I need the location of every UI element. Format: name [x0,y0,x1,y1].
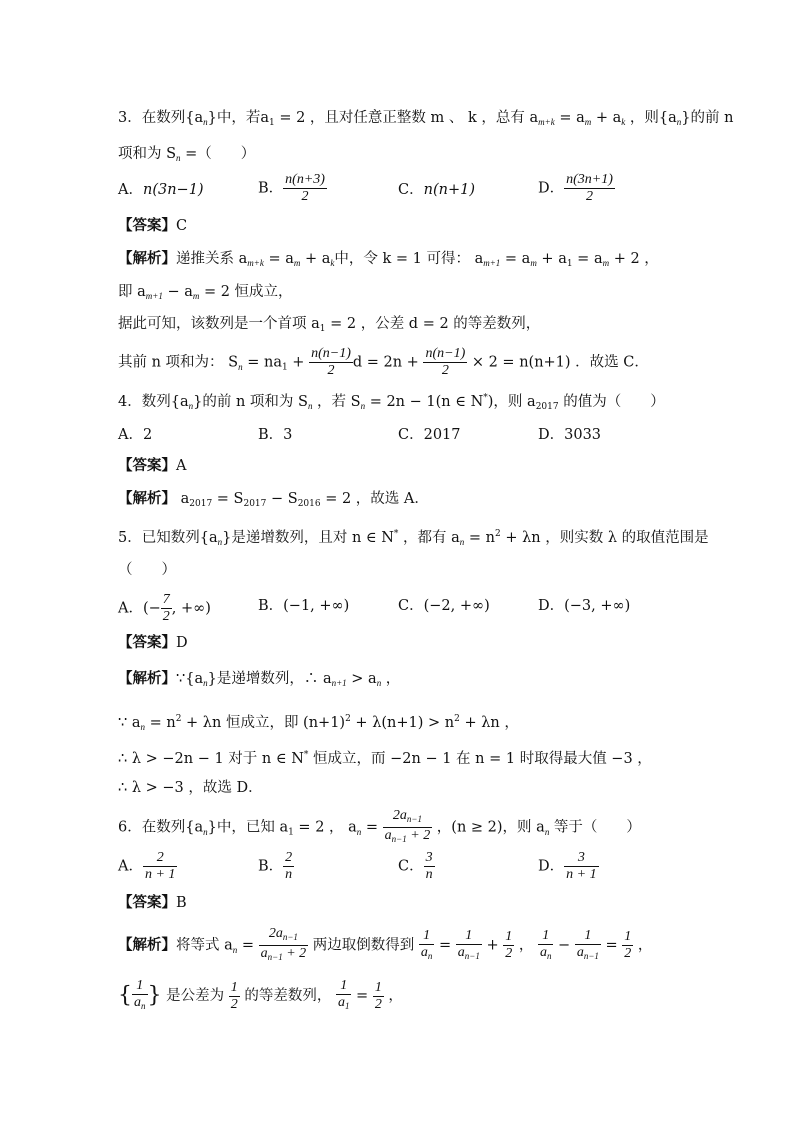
text: ， [633,937,653,954]
text: 是公差为 [161,988,229,1004]
denominator: n + 1 [144,867,176,882]
text: = na [242,354,282,371]
value: n(3n−1) [142,182,204,198]
q3-option-d [538,172,615,205]
sub: n−1 [406,814,422,824]
numerator: 3 [564,850,598,867]
numerator: 7 [162,592,170,607]
answer: A [176,458,187,474]
text: 3．在数列{a [118,110,204,126]
denominator: n [425,867,433,882]
numerator [383,808,433,828]
text: − [553,937,575,954]
text: a [420,944,428,960]
text: , +∞) [171,600,211,617]
fraction [283,172,327,205]
text: ，若 S [312,394,361,410]
q5-answer [118,633,724,653]
sub: n [376,678,382,688]
sub: n [140,722,145,732]
text: }是递增数列，且对 n ∈ N [222,530,394,546]
q5-option-d: D．(−3, +∞) [538,598,631,614]
text: 的等差数列， [239,988,336,1004]
text: = [351,988,373,1004]
fraction [259,926,309,965]
fraction [283,850,294,883]
q5-analysis-line2 [118,709,724,738]
denominator [383,828,433,847]
text: + 2 [406,828,431,843]
text: (− [142,600,161,617]
text: > a [346,671,377,687]
text: + a [536,251,567,267]
text: 6．在数列{a [118,819,204,836]
text: = a [263,251,294,267]
text: + 2 ， [609,251,659,267]
sub: n−1 [267,952,283,962]
text: = n [144,715,176,731]
text: d = 2n + [352,354,424,371]
fraction [229,980,240,1013]
answer-tag: 【答案】 [118,894,176,911]
q4-option-d: D．3033 [538,427,602,443]
sub: n [217,537,223,547]
analysis-tag: 【解析】 [118,250,176,267]
fraction [564,172,615,205]
q3-option-a [118,180,204,200]
text: + a [591,110,622,126]
fraction [419,928,435,964]
label: A． [118,182,143,198]
numerator: 1 [230,979,238,995]
text: = 2n − 1(n ∈ N [365,394,484,410]
label: A． [118,858,143,875]
q5-stem-line1 [118,524,724,553]
text: + λ(n+1) > n [350,715,455,731]
q4-option-b: B．3 [258,427,293,443]
sup: 2 [454,714,460,724]
fraction [503,929,514,962]
text: = a [572,251,603,267]
right-brace: } [147,983,162,1008]
text: 恒成立，而 −2n − 1 在 n = 1 时取得最大值 −3 ， [308,751,652,767]
text: =（ ） [180,146,256,162]
text: }中，若a [207,110,269,126]
label: C． [398,182,424,198]
text: 4．数列{a [118,394,189,410]
q4-stem [118,388,724,417]
text: = S [212,491,244,507]
sub: 1 [344,1001,350,1011]
q3-option-c [398,180,475,200]
q3-option-b [258,172,327,205]
text: 2a [268,926,283,941]
q3-analysis-line3 [118,314,724,339]
text: = a [554,110,585,126]
text: = [361,819,383,836]
fraction [538,928,554,964]
text: 等于（ ） [549,819,641,836]
label: B． [258,858,284,875]
sub: n [546,950,552,961]
numerator [259,926,309,946]
fraction [336,978,352,1014]
denominator [132,995,148,1014]
numerator: 1 [336,978,352,995]
text: a [539,944,547,960]
sub: 1 [268,118,275,128]
numerator: n(n−1) [311,346,351,361]
q4-analysis [118,489,724,514]
q3-analysis-line1 [118,249,724,274]
text: = 2 ，故选 A． [320,491,429,507]
text: + [287,354,310,371]
text: = 2 ， a [293,819,357,836]
sub: m+k [538,117,555,127]
sub: m [530,258,537,268]
sub: n [188,401,194,411]
text: ， [383,988,403,1004]
text: )，则 a [487,394,536,410]
text: 项和为 S [118,146,177,162]
numerator: 1 [624,929,632,944]
analysis-tag: 【解析】 [118,670,176,687]
answer-tag: 【答案】 [118,457,176,474]
text: ， [514,937,538,954]
sub: n [360,401,366,411]
sub: 2016 [297,499,321,509]
text: + a [300,251,331,267]
denominator: 2 [374,996,382,1012]
fraction [622,929,633,962]
q5-analysis-line4: ∴ λ > −3 ，故选 D． [118,780,263,796]
text: = 2 ，且对任意正整数 m 、 k ，总有 a [274,110,539,126]
denominator [419,945,435,964]
text: = [600,937,623,954]
sub: n [203,678,208,688]
denominator: n [285,867,293,882]
text: a [260,946,268,961]
denominator: 2 [162,609,170,624]
text: ∴ λ > −2n − 1 对于 n ∈ N [118,751,304,767]
q6-option-b [258,850,294,883]
sub: n−1 [583,950,599,961]
analysis-tag: 【解析】 [118,490,176,507]
text: a [384,828,392,843]
text: + λn ， [459,715,519,731]
sub: 2017 [189,499,213,509]
denominator [336,995,352,1014]
sup: * [483,393,488,403]
sub: n [141,1001,146,1011]
numerator: 1 [575,928,601,945]
sub: k [330,258,335,268]
denominator [456,945,482,964]
q6-option-d [538,850,599,883]
q6-answer [118,893,724,913]
sub: n−1 [464,950,480,961]
text: ，(n ≥ 2)，则 a [432,819,545,836]
text: 5．已知数列{a [118,530,218,546]
text: = [237,937,259,954]
denominator [538,945,554,964]
sub: 2017 [243,499,267,509]
sub: 1 [319,324,326,334]
answer-tag: 【答案】 [118,217,176,234]
sub: n [232,944,238,955]
fraction [564,850,598,883]
sub: m+1 [145,291,163,301]
numerator: 1 [132,978,148,995]
text: 即 a [118,284,146,300]
text: ，都有 a [398,530,460,546]
q6-option-a [118,850,177,883]
sub: m [584,117,592,127]
sup: 2 [175,714,182,724]
sub: 1 [288,827,294,838]
q6-analysis-line2 [118,978,724,1014]
text: 2a [392,808,407,823]
q3-analysis-line2 [118,282,724,307]
label: D． [538,858,565,875]
sub: n [544,826,550,837]
sub: n [676,117,682,127]
text: ，则{a [625,110,677,126]
numerator: n(n+3) [285,172,325,187]
sub: m [192,291,200,301]
answer: D [176,635,188,651]
text: a [337,995,345,1010]
q3-analysis-line4 [118,346,724,379]
sub: n [176,153,181,163]
fraction [373,980,384,1013]
label: A． [118,600,143,617]
denominator: 2 [301,189,309,204]
text: = [434,937,456,954]
sup: 2 [345,714,351,724]
sub: m [293,258,301,268]
text: a [176,491,190,507]
sub: n [356,826,362,837]
q6-stem [118,808,724,847]
text: 其前 n 项和为： S [118,354,239,371]
sup: 2 [495,529,501,539]
denominator: 2 [441,363,449,378]
numerator: 1 [456,928,482,945]
text: a [576,944,584,960]
text: 的值为（ ） [558,394,665,410]
label: B． [258,180,284,197]
q3-answer [118,216,724,236]
text: + 2 [282,946,307,961]
fraction [161,592,172,625]
numerator: 2 [285,850,293,865]
analysis-tag: 【解析】 [118,936,176,954]
text: }中，已知 a [207,819,289,836]
denominator: 2 [327,363,335,378]
text: + λn ，则实数 λ 的取值范围是 [500,530,709,546]
denominator [259,946,309,965]
q6-option-c [398,850,435,883]
numerator: n(n−1) [425,346,466,361]
sub: n [459,537,465,547]
label: D． [538,180,565,197]
q5-option-c: C．(−2, +∞) [398,598,490,614]
denominator: 2 [586,189,594,204]
text: = 2 恒成立， [199,284,293,300]
sup: * [303,750,309,760]
fraction [132,978,148,1014]
numerator: n(3n+1) [566,172,613,187]
q4-option-a: A．2 [118,427,153,443]
answer: C [176,218,188,234]
text: 两边取倒数得到 [308,937,419,954]
fraction [383,808,433,847]
text: }是递增数列，∴ a [207,671,332,687]
text: = 2 ，公差 d = 2 的等差数列， [325,316,541,332]
sub: n−1 [282,932,298,942]
q3-stem-line2 [118,144,724,169]
sub: n [203,117,208,127]
text: 递推关系 a [176,251,248,267]
numerator: 2 [143,850,177,867]
answer-tag: 【答案】 [118,634,176,651]
q5-analysis-line1 [118,669,724,694]
fraction [456,928,482,964]
sub: m [602,258,610,268]
numerator: 1 [419,928,435,945]
denominator: 2 [624,946,632,961]
q5-option-b: B．(−1, +∞) [258,598,350,614]
fraction [424,850,435,883]
numerator: 1 [538,928,554,945]
sub: 1 [281,362,288,373]
text: ∵ a [118,715,141,731]
text: − a [162,284,193,300]
text: ∵{a [176,671,204,687]
sub: n−1 [391,834,407,844]
sub: n [427,950,433,961]
denominator: 2 [230,996,238,1012]
denominator [575,945,601,964]
sub: n [307,401,313,411]
text: + [481,937,504,954]
text: ， [381,671,401,687]
text: 将等式 a [176,937,233,954]
text: − S [266,491,298,507]
text: 中，令 k = 1 可得： a [334,251,484,267]
sub: n+1 [331,678,347,688]
sub: n [238,361,243,372]
text: = n [464,530,496,546]
q5-stem-line2: （ ） [118,562,176,578]
text: × 2 = n(n+1) ．故选 C． [467,354,649,371]
text: 据此可知，该数列是一个首项 a [118,316,320,332]
denominator: 2 [505,946,513,961]
value: n(n+1) [423,182,475,198]
sub: n [203,826,208,837]
q5-option-a [118,592,211,625]
q4-option-c: C．2017 [398,427,461,443]
q5-analysis-line3 [118,745,724,769]
fraction [423,346,467,379]
numerator: 1 [374,979,382,995]
text: a [134,995,141,1010]
q4-answer [118,456,724,476]
sub: m+k [247,258,264,268]
fraction [309,346,353,379]
text: = a [500,251,531,267]
q3-stem-line1 [118,108,734,133]
sub: m+1 [483,258,501,268]
sub: 2017 [535,402,559,412]
sup: * [393,529,399,539]
label: C． [398,858,424,875]
fraction [143,850,177,883]
text: }的前 n 项和为 S [193,394,308,410]
q6-analysis-line1 [118,926,724,965]
sub: k [621,117,626,127]
answer: B [176,895,187,911]
sub: 1 [566,259,573,269]
numerator: 1 [505,929,513,944]
text: }的前 n [681,110,734,126]
text: + λn 恒成立，即 (n+1) [181,715,346,731]
numerator: 3 [425,850,433,865]
text: a [457,944,465,960]
fraction [575,928,601,964]
denominator: n + 1 [566,867,597,882]
left-brace: { [118,983,132,1008]
